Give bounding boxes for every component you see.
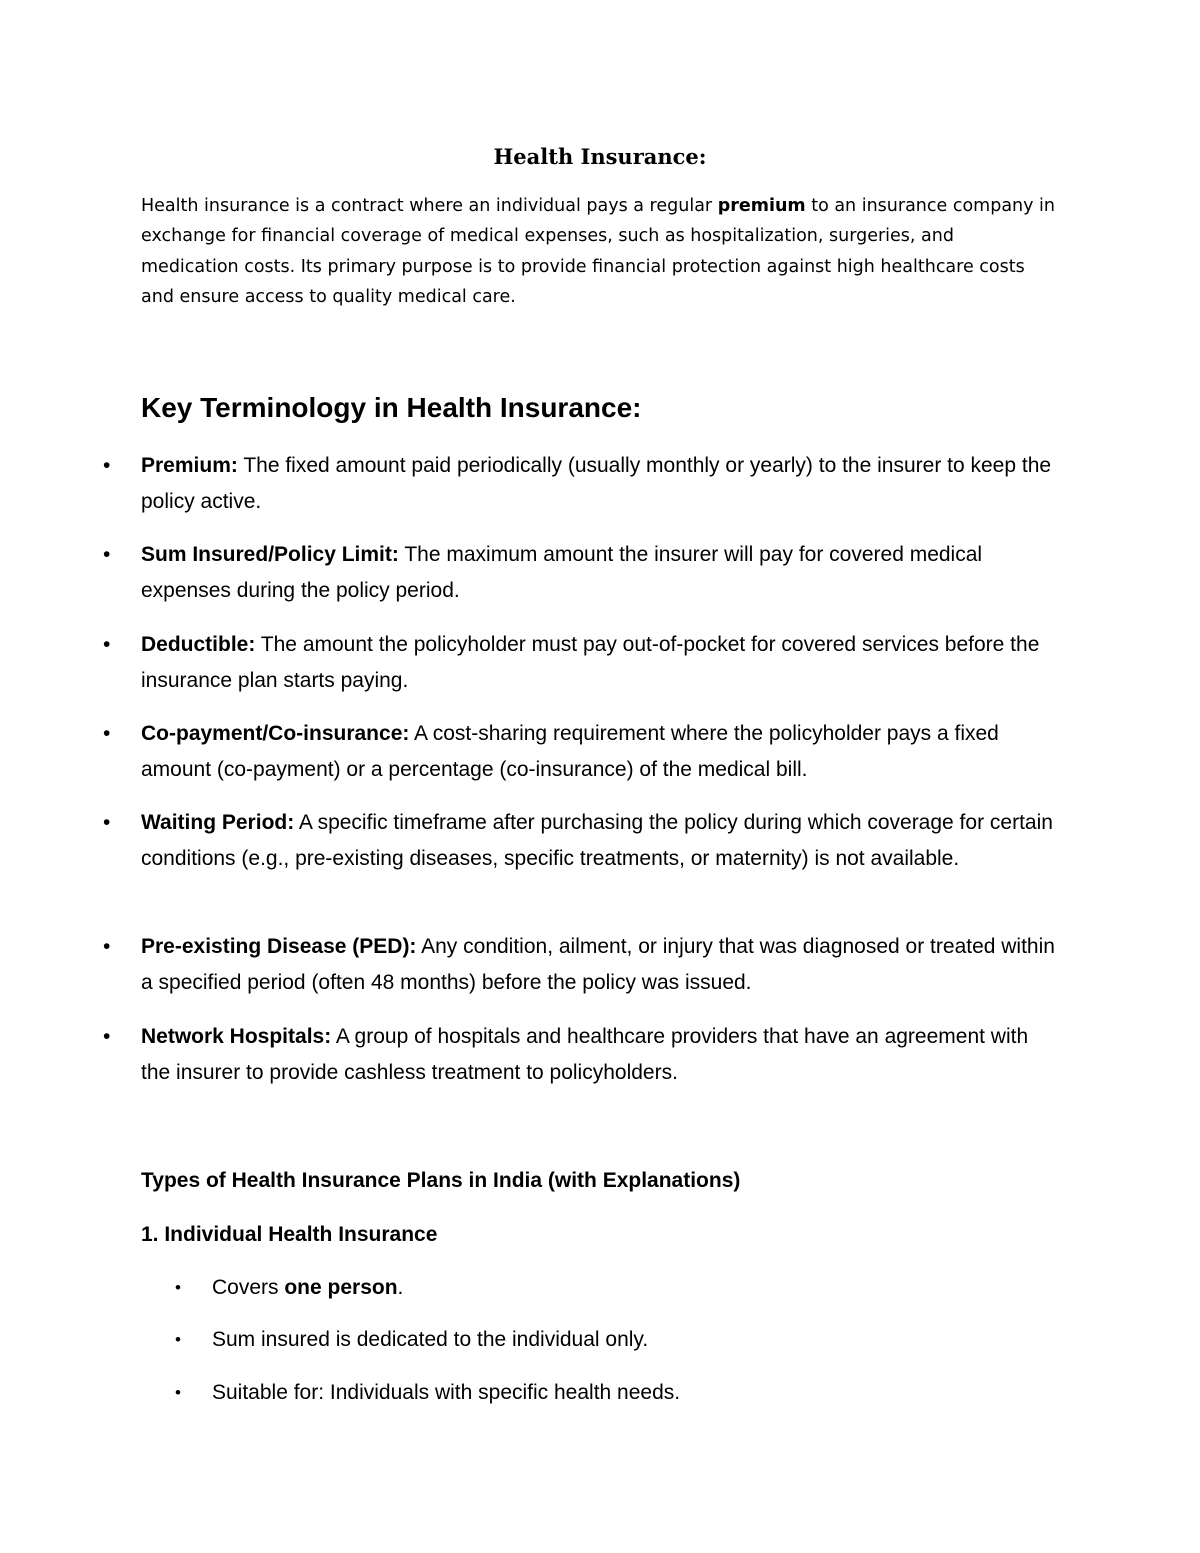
term-label: Sum Insured/Policy Limit: <box>141 543 399 566</box>
bullet-icon: • <box>103 722 111 745</box>
term-label: Premium: <box>141 454 238 477</box>
term-premium <box>103 448 1061 519</box>
term-co-payment <box>103 716 1061 787</box>
key-terminology-heading: Key Terminology in Health Insurance: <box>141 392 642 423</box>
term-label: Network Hospitals: <box>141 1025 332 1048</box>
types-heading: Types of Health Insurance Plans in India (with Explanations) <box>141 1169 741 1192</box>
term-label: Co-payment/Co-insurance: <box>141 722 410 745</box>
term-deductible <box>103 627 1061 698</box>
item-text: Sum insured is dedicated to the individual only. <box>212 1328 649 1351</box>
bullet-icon: • <box>103 543 111 566</box>
item-text: Covers <box>212 1276 285 1299</box>
individual-item-sum-insured <box>175 1322 1062 1357</box>
bullet-icon: • <box>103 1025 111 1048</box>
intro-paragraph <box>141 191 1056 313</box>
item-text: Suitable for: Individuals with specific health needs. <box>212 1381 681 1404</box>
term-label: Waiting Period: <box>141 811 295 834</box>
item-bold: one person <box>284 1276 398 1299</box>
bullet-icon: • <box>175 1383 181 1402</box>
individual-item-suitable <box>175 1375 1062 1410</box>
term-label: Pre-existing Disease (PED): <box>141 935 417 958</box>
individual-item-covers <box>175 1270 1062 1305</box>
term-definition: Any condition, ailment, or injury that was diagnosed or treated within a specified period (often 48 months) before the policy was issued. <box>141 935 1055 994</box>
item-text-end: . <box>397 1276 404 1299</box>
bullet-icon: • <box>103 454 111 477</box>
intro-bold-premium: premium <box>717 196 806 216</box>
term-definition: The fixed amount paid periodically (usually monthly or yearly) to the insurer to keep the policy active. <box>141 454 1052 513</box>
bullet-icon: • <box>175 1330 181 1349</box>
term-definition: A specific timeframe after purchasing the policy during which coverage for certain conditions (e.g., pre-existing diseases, specific treatments, or maternity) is not available. <box>141 811 1053 870</box>
term-pre-existing-disease <box>103 929 1061 1000</box>
term-waiting-period <box>103 805 1061 876</box>
term-definition: A cost-sharing requirement where the policyholder pays a fixed amount (co-payment) or a percentage (co-insurance) of the medical bill. <box>141 722 999 781</box>
term-definition: A group of hospitals and healthcare providers that have an agreement with the insurer to provide cashless treatment to policyholders. <box>141 1025 1029 1084</box>
intro-text-part2: to an insurance company in exchange for financial coverage of medical expenses, such as hospitalization, surgeries, and medication costs. Its primary purpose is to provide financial protection against high healthcare costs and ensure access to quality medical care. <box>141 196 1056 308</box>
term-definition: The maximum amount the insurer will pay for covered medical expenses during the policy period. <box>141 543 983 602</box>
term-sum-insured <box>103 537 1061 608</box>
document-title: Health Insurance: <box>493 144 707 169</box>
term-network-hospitals <box>103 1019 1061 1090</box>
bullet-icon: • <box>103 811 111 834</box>
bullet-icon: • <box>175 1278 181 1297</box>
intro-text-part1: Health insurance is a contract where an individual pays a regular <box>141 196 718 216</box>
term-definition: The amount the policyholder must pay out-of-pocket for covered services before the insurance plan starts paying. <box>141 633 1040 692</box>
bullet-icon: • <box>103 935 111 958</box>
bullet-icon: • <box>103 633 111 656</box>
term-label: Deductible: <box>141 633 256 656</box>
individual-heading: 1. Individual Health Insurance <box>141 1223 438 1246</box>
